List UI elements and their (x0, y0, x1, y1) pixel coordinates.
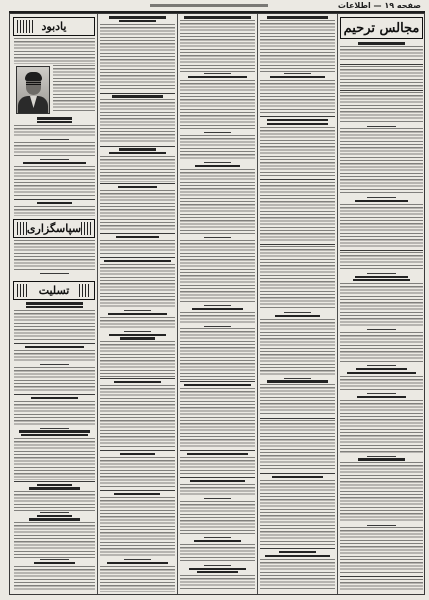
article-body (100, 99, 175, 144)
article-separator (100, 378, 175, 379)
article-separator (367, 525, 396, 526)
hatch-ornament (17, 20, 35, 33)
article-body (180, 328, 255, 379)
article-heading (184, 16, 251, 18)
article-heading (25, 346, 84, 348)
column-rule (97, 14, 98, 594)
article-body (180, 169, 255, 236)
article-heading (189, 568, 247, 570)
funeral-section-label: مجالس ترحیم (343, 20, 420, 36)
article-separator (40, 139, 68, 140)
article-body (340, 400, 423, 454)
article-body (180, 388, 255, 449)
article-heading (34, 562, 75, 564)
article-body (180, 80, 255, 131)
article-heading (356, 368, 407, 370)
article-separator (284, 378, 310, 379)
article-heading (29, 487, 79, 489)
article-body (340, 252, 423, 271)
article-separator (124, 559, 150, 560)
article-heading (109, 16, 166, 18)
article-body (100, 190, 175, 232)
article-separator (100, 183, 175, 184)
article-separator (40, 159, 68, 160)
condolence-section-title (13, 281, 95, 300)
article-body (14, 240, 95, 272)
article-body (14, 142, 95, 158)
article-heading (37, 515, 71, 517)
article-separator (14, 394, 95, 395)
article-heading (358, 42, 405, 44)
funeral-section-title (340, 17, 423, 39)
article-separator (260, 179, 335, 180)
article-separator (284, 312, 310, 313)
article-separator (367, 393, 396, 394)
condolence-section-label: تسلیت (38, 284, 70, 297)
article-separator (367, 329, 396, 330)
article-heading (355, 200, 408, 202)
article-heading (26, 306, 83, 308)
article-heading (187, 453, 247, 455)
portrait-glasses (26, 82, 41, 85)
article-heading (29, 518, 80, 520)
memorial-section-title (13, 17, 95, 36)
article-body (14, 438, 95, 480)
article-body (180, 484, 255, 497)
article-heading (26, 302, 82, 304)
article-heading (347, 372, 416, 374)
article-separator (260, 116, 335, 117)
article-heading (114, 493, 160, 495)
article-body (100, 497, 175, 558)
article-body (53, 65, 95, 113)
article-heading (267, 380, 329, 382)
article-separator (100, 93, 175, 94)
article-heading (104, 260, 171, 262)
article-heading (188, 76, 246, 78)
article-heading (267, 119, 329, 121)
article-separator (204, 132, 230, 133)
hatch-ornament (17, 284, 29, 297)
column-rule (257, 14, 258, 594)
article-body (260, 480, 335, 547)
article-heading (119, 148, 156, 150)
article-body (340, 332, 423, 364)
article-body (180, 501, 255, 536)
memorial-section-label: یادبود (41, 20, 67, 33)
article-separator (100, 257, 175, 258)
article-separator (340, 250, 423, 251)
article-separator (180, 450, 255, 451)
article-heading (353, 279, 409, 281)
article-separator (204, 162, 230, 163)
article-separator (40, 364, 68, 365)
article-heading (107, 562, 168, 564)
article-body (260, 246, 335, 310)
article-body (14, 206, 95, 216)
article-separator (284, 73, 310, 74)
thanks-section-label: سپاسگزاری (26, 222, 82, 235)
article-heading (197, 571, 238, 573)
article-body (100, 457, 175, 489)
article-separator (14, 343, 95, 344)
hatch-ornament (81, 222, 91, 235)
portrait-hair (25, 72, 42, 81)
article-separator (100, 490, 175, 491)
article-heading (31, 397, 79, 399)
article-body (14, 38, 95, 64)
article-separator (260, 244, 335, 245)
article-heading (358, 458, 405, 460)
article-heading (120, 337, 156, 339)
article-body (100, 566, 175, 592)
issue-date-line (150, 4, 268, 7)
article-body (260, 319, 335, 377)
article-body (180, 135, 255, 161)
article-separator (124, 331, 150, 332)
article-separator (204, 498, 230, 499)
article-body (100, 240, 175, 256)
article-body (340, 46, 423, 62)
article-separator (340, 64, 423, 65)
article-separator (260, 473, 335, 474)
article-separator (204, 326, 230, 327)
article-separator (180, 477, 255, 478)
article-body (100, 317, 175, 330)
article-body (180, 575, 255, 591)
article-separator (204, 565, 230, 566)
article-body (260, 20, 335, 71)
article-separator (367, 456, 396, 457)
article-body (340, 579, 423, 592)
article-separator (40, 428, 68, 429)
article-separator (260, 548, 335, 549)
article-separator (100, 146, 175, 147)
hatch-ornament (17, 222, 27, 235)
article-heading (114, 381, 160, 383)
article-body (14, 125, 95, 138)
article-body (180, 312, 255, 325)
article-body (100, 264, 175, 309)
article-heading (194, 540, 241, 542)
portrait-photo (16, 66, 50, 114)
article-heading (272, 476, 324, 478)
article-body (260, 384, 335, 416)
article-body (340, 462, 423, 523)
article-heading (19, 430, 89, 432)
article-body (260, 420, 335, 471)
article-heading (184, 384, 250, 386)
article-body (340, 376, 423, 392)
article-separator (204, 73, 230, 74)
article-separator (100, 233, 175, 234)
article-heading (37, 202, 72, 204)
hatch-ornament (79, 284, 91, 297)
page-number-label: صفحه ۱۹ — اطلاعات (337, 1, 421, 10)
article-heading (120, 453, 154, 455)
article-heading (21, 434, 88, 436)
article-heading (109, 152, 165, 154)
article-heading (265, 555, 329, 557)
article-separator (40, 512, 68, 513)
article-separator (204, 537, 230, 538)
article-body (260, 559, 335, 591)
article-separator (14, 199, 95, 200)
article-body (100, 341, 175, 376)
article-separator (340, 576, 423, 577)
article-body (100, 24, 175, 91)
article-heading (355, 276, 407, 278)
article-body (100, 385, 175, 449)
article-heading (37, 484, 72, 486)
article-separator (204, 305, 230, 306)
article-body (260, 127, 335, 178)
article-body (340, 128, 423, 195)
article-heading (112, 95, 163, 97)
article-body (14, 522, 95, 557)
article-body (260, 182, 335, 243)
article-body (14, 350, 95, 363)
article-heading (357, 396, 407, 398)
article-separator (340, 90, 423, 91)
article-separator (367, 126, 396, 127)
article-heading (270, 76, 326, 78)
article-body (340, 283, 423, 328)
article-body (340, 527, 423, 575)
article-body (260, 80, 335, 115)
article-separator (204, 237, 230, 238)
column-rule (337, 14, 338, 594)
article-body (340, 66, 423, 88)
article-body (340, 204, 423, 249)
article-separator (367, 197, 396, 198)
article-separator (100, 450, 175, 451)
article-body (14, 166, 95, 198)
header-rule (9, 11, 425, 13)
article-separator (14, 481, 95, 482)
article-separator (260, 418, 335, 419)
column-rule (177, 14, 178, 594)
thanks-section-title (13, 219, 95, 238)
article-heading (108, 313, 168, 315)
article-body (340, 92, 423, 124)
article-body (14, 401, 95, 427)
article-body (180, 240, 255, 304)
article-separator (180, 381, 255, 382)
article-separator (124, 310, 150, 311)
article-heading (116, 236, 158, 238)
article-body (14, 310, 95, 342)
article-body (180, 544, 255, 563)
article-heading (279, 551, 317, 553)
article-body (100, 156, 175, 182)
article-body (180, 20, 255, 71)
article-heading (267, 16, 329, 18)
article-heading (190, 480, 244, 482)
article-heading (275, 315, 321, 317)
article-separator (40, 559, 68, 560)
article-heading (119, 20, 155, 22)
article-body (180, 457, 255, 476)
article-separator (367, 365, 396, 366)
article-body (14, 566, 95, 592)
article-separator (40, 273, 68, 274)
article-heading (195, 165, 240, 167)
article-heading (37, 121, 71, 123)
article-body (14, 367, 95, 393)
article-heading (23, 162, 87, 164)
article-separator (367, 273, 396, 274)
article-body (14, 491, 95, 510)
article-heading (267, 123, 329, 125)
article-heading (109, 334, 165, 336)
article-heading (37, 117, 72, 119)
article-heading (118, 186, 158, 188)
article-heading (192, 308, 244, 310)
